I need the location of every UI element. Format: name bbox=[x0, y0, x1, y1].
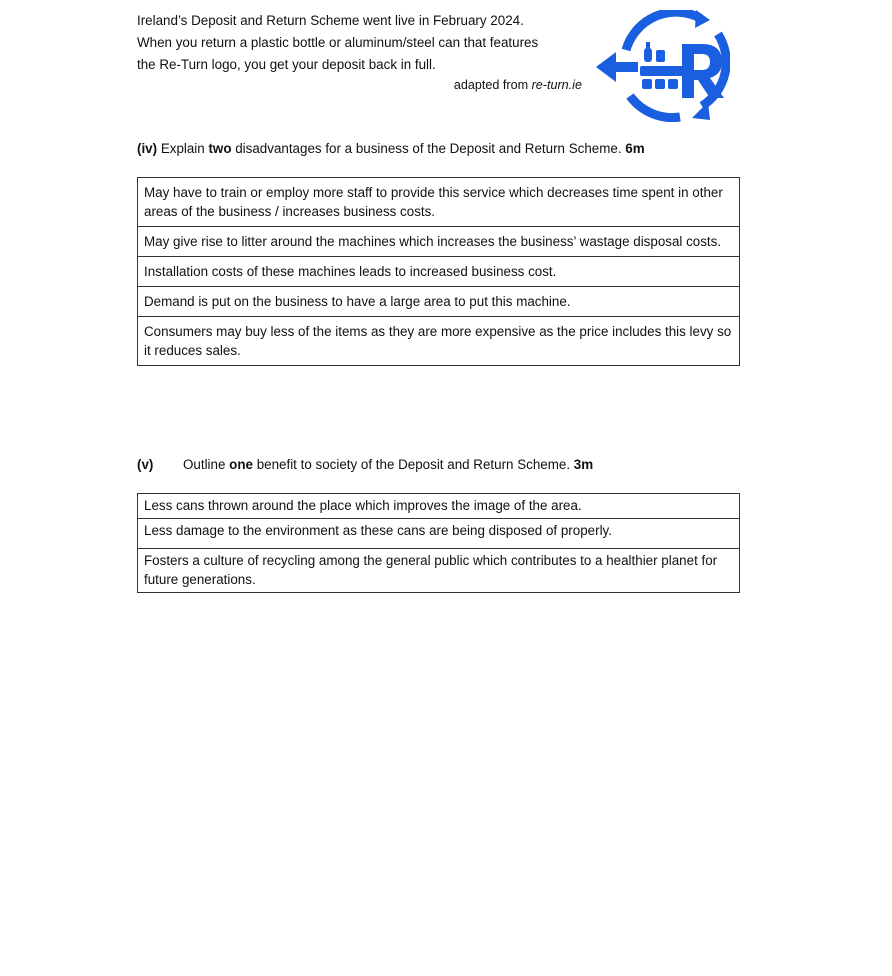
intro-line: Ireland’s Deposit and Return Scheme went live in February 2024. bbox=[137, 13, 524, 28]
question-marks: 3m bbox=[573, 457, 594, 472]
answer-cell: Less cans thrown around the place which improves the image of the area. bbox=[138, 494, 740, 519]
question-number: (iv) bbox=[137, 141, 158, 156]
source-citation bbox=[380, 76, 582, 94]
table-row bbox=[138, 257, 740, 287]
answer-cell: Less damage to the environment as these cans are being disposed of properly. bbox=[138, 519, 740, 549]
table-row bbox=[138, 178, 740, 227]
source-prefix: adapted from bbox=[453, 78, 532, 92]
answer-cell: May have to train or employ more staff to provide this service which decreases time spent in other areas of the business / increases business costs. bbox=[138, 178, 740, 227]
question-text: benefit to society of the Deposit and Return Scheme. bbox=[252, 457, 574, 472]
table-row bbox=[138, 494, 740, 519]
intro-line: When you return a plastic bottle or aluminum/steel can that features bbox=[137, 35, 539, 50]
table-row bbox=[138, 317, 740, 366]
source-site: re-turn.ie bbox=[531, 78, 582, 92]
question-marks: 6m bbox=[625, 141, 645, 156]
answer-cell: May give rise to litter around the machines which increases the business’ wastage disposal costs. bbox=[138, 227, 740, 257]
question-text: Outline bbox=[183, 457, 230, 472]
table-row bbox=[138, 519, 740, 549]
table-row bbox=[138, 549, 740, 593]
table-row bbox=[138, 287, 740, 317]
intro-paragraph bbox=[137, 10, 587, 76]
answer-cell: Demand is put on the business to have a large area to put this machine. bbox=[138, 287, 740, 317]
question-text: disadvantages for a business of the Deposit and Return Scheme. bbox=[231, 141, 626, 156]
re-turn-logo-icon bbox=[596, 10, 730, 122]
question-iv bbox=[137, 140, 645, 158]
question-emphasis: one bbox=[229, 457, 253, 472]
answer-table-v bbox=[137, 493, 740, 593]
answer-cell: Consumers may buy less of the items as they are more expensive as the price includes this levy so it reduces sales. bbox=[138, 317, 740, 366]
answer-cell: Installation costs of these machines leads to increased business cost. bbox=[138, 257, 740, 287]
question-text: Explain bbox=[157, 141, 209, 156]
question-number: (v) bbox=[137, 457, 154, 472]
question-v bbox=[137, 456, 593, 474]
answer-table-iv bbox=[137, 177, 740, 366]
table-row bbox=[138, 227, 740, 257]
intro-line: the Re-Turn logo, you get your deposit back in full. bbox=[137, 57, 436, 72]
answer-cell: Fosters a culture of recycling among the general public which contributes to a healthier planet for future generations. bbox=[138, 549, 740, 593]
question-emphasis: two bbox=[208, 141, 232, 156]
